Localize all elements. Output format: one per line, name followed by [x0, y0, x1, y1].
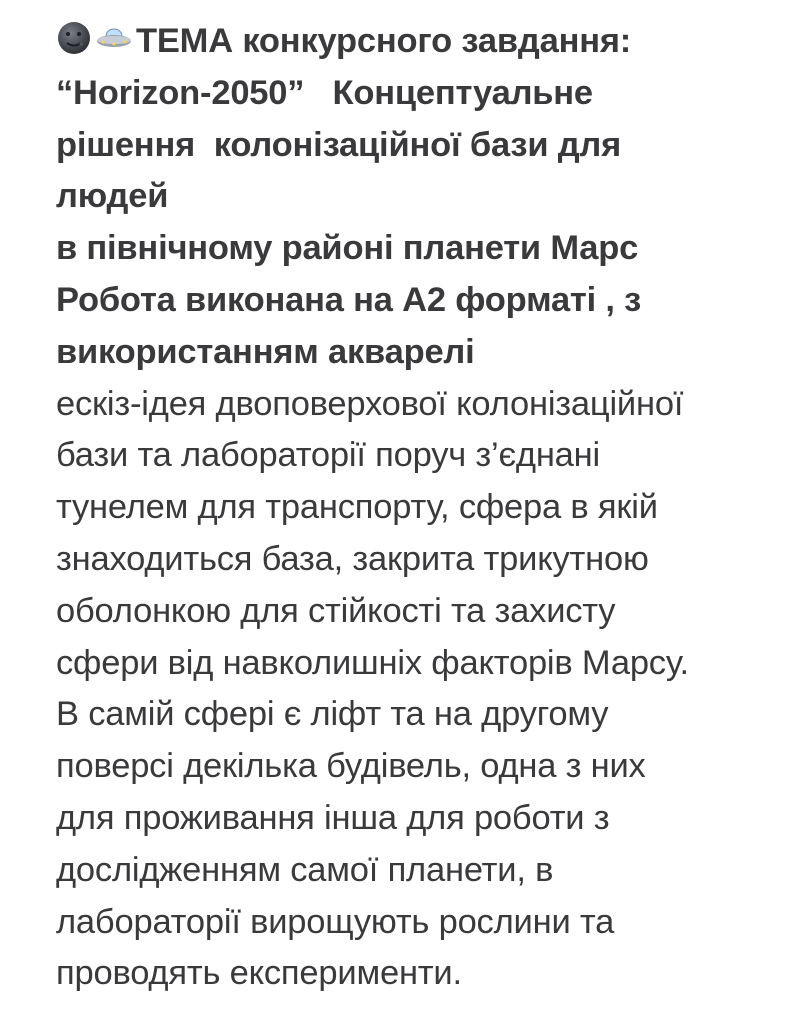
body-line-4: знаходиться база, закрита трикутною — [56, 539, 649, 578]
note-text — [56, 16, 791, 1000]
heading-block — [56, 16, 791, 379]
heading-line-2: “Horizon-2050” Концептуальне — [56, 73, 593, 112]
body-line-3: тунелем для транспорту, сфера в якій — [56, 488, 658, 527]
heading-line-5: в північному районі планети Марс — [56, 229, 639, 268]
heading-title: ТЕМА конкурсного завдання: — [136, 22, 632, 60]
body-block — [56, 379, 791, 1001]
body-line-5: оболонкою для стійкості та захисту — [56, 591, 616, 630]
flying-saucer-icon — [96, 20, 132, 56]
heading-line-6: Робота виконана на А2 форматі , з — [56, 280, 642, 319]
body-line-2: бази та лабораторії поруч з’єднані — [56, 436, 600, 475]
heading-line-1 — [56, 16, 791, 68]
body-line-7: В самій сфері є ліфт та на другому — [56, 695, 609, 734]
body-line-10: дослідженням самої планети, в — [56, 850, 554, 889]
body-line-9: для проживання інша для роботи з — [56, 798, 610, 837]
body-line-6: сфери від навколишніх факторів Марсу. — [56, 643, 689, 682]
body-line-11: лабораторії вирощують рослини та — [56, 902, 615, 941]
new-moon-face-icon — [56, 20, 92, 56]
heading-line-4: людей — [56, 177, 169, 216]
body-line-8: поверсі декілька будівель, одна з них — [56, 747, 646, 786]
body-line-12: проводять експерименти. — [56, 954, 462, 993]
heading-line-7: використанням акварелі — [56, 332, 475, 371]
body-line-1: ескіз-ідея двоповерхової колонізаційної — [56, 384, 684, 423]
heading-line-3: рішення колонізаційної бази для — [56, 125, 622, 164]
